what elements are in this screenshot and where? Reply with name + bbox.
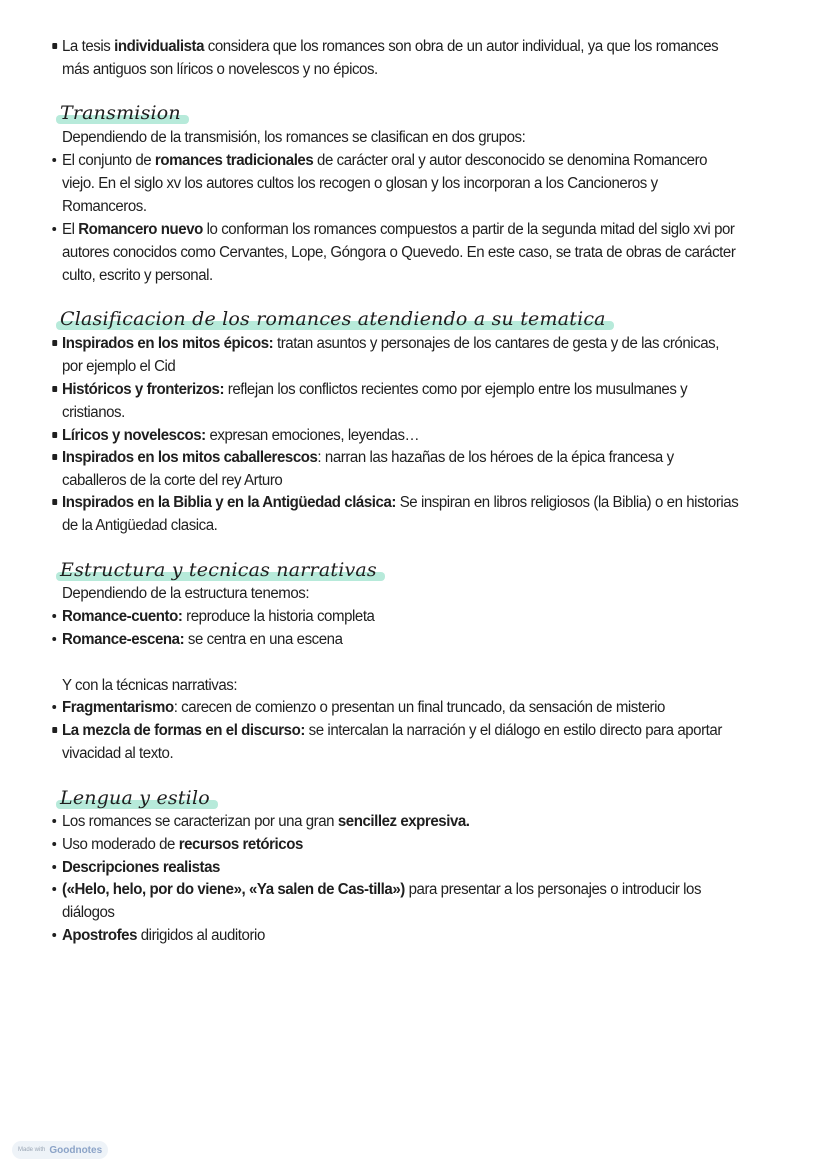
- item-mezcla-formas: La mezcla de formas en el discurso: se intercalan la narración y el diálogo en estilo directo para aportar vivacidad al texto.: [62, 719, 741, 765]
- made-with-goodnotes-badge: Made with Goodnotes: [12, 1141, 108, 1159]
- heading-lengua-estilo: Lengua y estilo: [60, 787, 210, 809]
- item-liricos-novelescos: Líricos y novelescos: expresan emociones, leyendas…: [62, 424, 741, 447]
- item-romance-cuento: Romance-cuento: reproduce la historia completa: [62, 605, 741, 628]
- bullet-icon: [52, 865, 56, 869]
- bullet-icon: [52, 158, 56, 162]
- bullet-icon: [52, 705, 56, 709]
- bullet-icon: [52, 454, 57, 460]
- item-fragmentarismo: Fragmentarismo: carecen de comienzo o presentan un final truncado, da sensación de misterio: [62, 696, 741, 719]
- item-formulas: («Helo, helo, por do viene», «Ya salen de Cas-tilla») para presentar a los personajes o introducir los diálogos: [62, 878, 741, 924]
- bullet-icon: [52, 887, 56, 891]
- heading-clasificacion: Clasificacion de los romances atendiendo a su tematica: [60, 308, 606, 330]
- heading-estructura: Estructura y tecnicas narrativas: [60, 559, 377, 581]
- bullet-icon: [52, 614, 56, 618]
- item-sencillez: Los romances se caracterizan por una gran sencillez expresiva.: [62, 810, 741, 833]
- bullet-icon: [52, 933, 56, 937]
- bullet-icon: [52, 819, 56, 823]
- bullet-icon: [52, 842, 56, 846]
- bullet-icon: [52, 727, 57, 733]
- paragraph-romancero-nuevo: El Romancero nuevo lo conforman los romances compuestos a partir de la segunda mitad del siglo xvi por autores conocidos como Cervantes, Lope, Góngora o Quevedo. En este caso, se trata de obras de carácter culto, escrito y personal.: [62, 218, 741, 287]
- bullet-icon: [52, 43, 57, 49]
- item-mitos-caballerescos: Inspirados en los mitos caballerescos: narran las hazañas de los héroes de la épica francesa y caballeros de la corte del rey Arturo: [62, 446, 741, 492]
- item-mitos-epicos: Inspirados en los mitos épicos: tratan asuntos y personajes de los cantares de gesta y de las crónicas, por ejemplo el Cid: [62, 332, 741, 378]
- bullet-icon: [52, 637, 56, 641]
- item-romance-escena: Romance-escena: se centra en una escena: [62, 628, 741, 651]
- paragraph-tesis-individualista: La tesis individualista considera que los romances son obra de un autor individual, ya que los romances más antiguos son líricos o novelescos y no épicos.: [62, 35, 741, 81]
- item-descripciones: Descripciones realistas: [62, 856, 741, 879]
- bullet-icon: [52, 499, 57, 505]
- paragraph-romances-tradicionales: El conjunto de romances tradicionales de carácter oral y autor desconocido se denomina Romancero viejo. En el siglo xv los autores cultos los recogen o glosan y los incorporan a los Cancioneros y Romanceros.: [62, 149, 741, 218]
- paragraph-tecnicas-intro: Y con la técnicas narrativas:: [62, 677, 238, 694]
- bullet-icon: [52, 432, 57, 438]
- bullet-icon: [52, 386, 57, 392]
- bullet-icon: [52, 340, 57, 346]
- item-apostrofes: Apostrofes dirigidos al auditorio: [62, 924, 741, 947]
- paragraph-estructura-intro: Dependiendo de la estructura tenemos:: [62, 585, 310, 602]
- heading-transmision: Transmision: [60, 102, 181, 124]
- item-recursos-retoricos: Uso moderado de recursos retóricos: [62, 833, 741, 856]
- bullet-icon: [52, 227, 56, 231]
- item-biblia-antiguedad: Inspirados en la Biblia y en la Antigüedad clásica: Se inspiran en libros religiosos (la Biblia) o en historias de la Antigüedad clasica.: [62, 491, 741, 537]
- paragraph-transmision-intro: Dependiendo de la transmisión, los romances se clasifican en dos grupos:: [62, 129, 526, 146]
- item-historicos-fronterizos: Históricos y fronterizos: reflejan los conflictos recientes como por ejemplo entre los musulmanes y cristianos.: [62, 378, 741, 424]
